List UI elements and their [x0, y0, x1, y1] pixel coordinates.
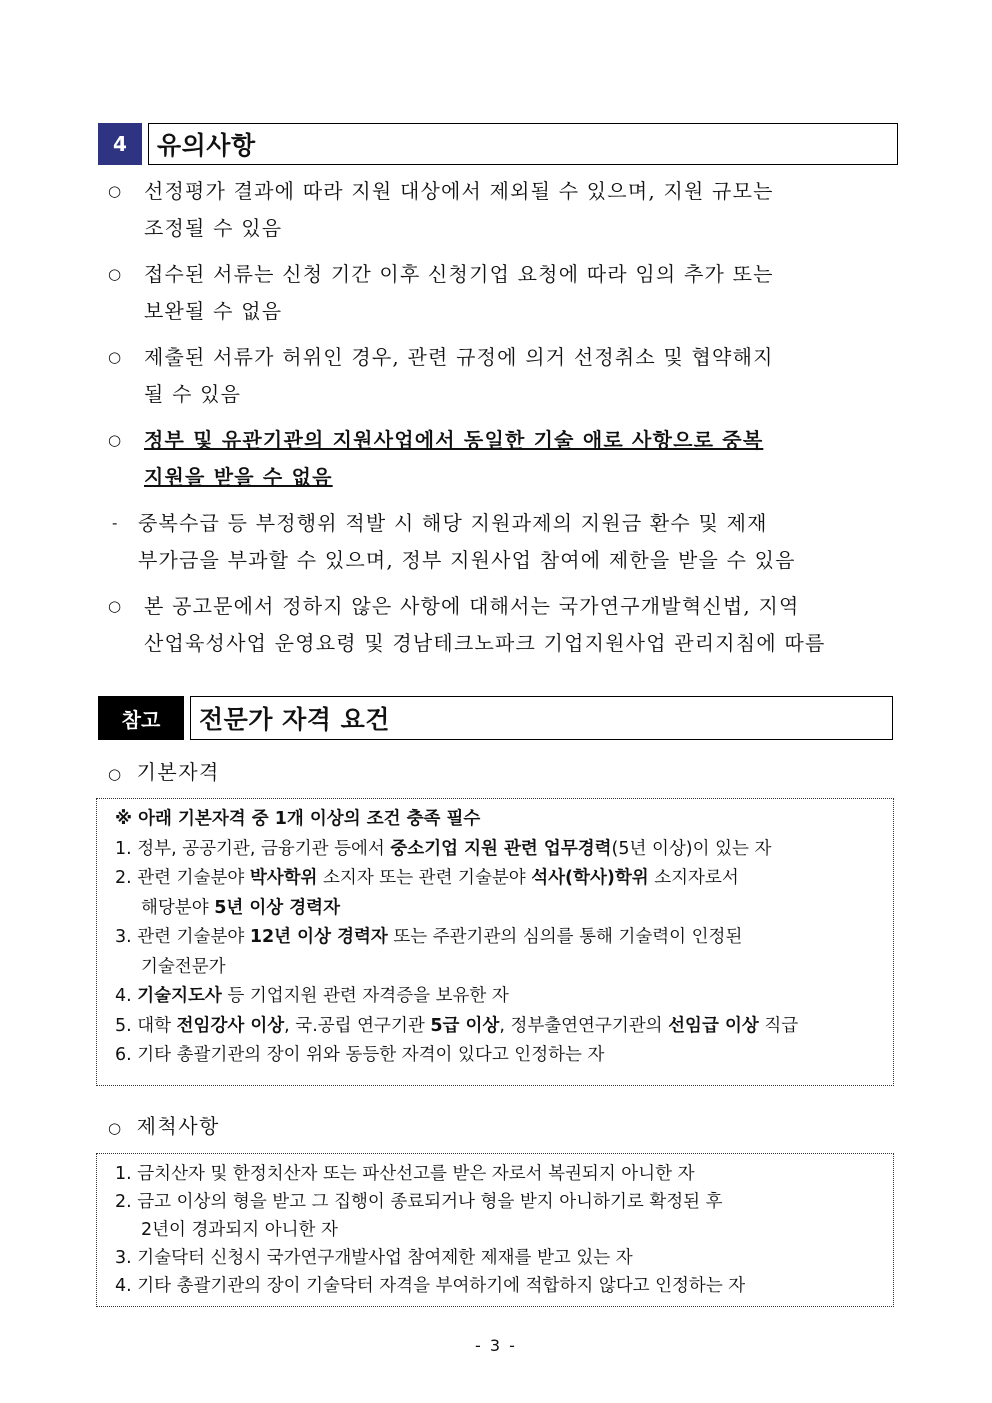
text-line: 접수된 서류는 신청 기간 이후 신청기업 요청에 따라 임의 추가 또는 — [144, 262, 774, 286]
qualification-item-6: 6. 기타 총괄기관의 장이 위와 동등한 자격이 있다고 인정하는 자 — [115, 1045, 605, 1065]
exclusion-item-4: 4. 기타 총괄기관의 장이 기술닥터 자격을 부여하기에 적합하지 않다고 인정하는 자 — [115, 1276, 746, 1296]
qualification-item-5 — [115, 1012, 883, 1042]
bullet: ○ — [108, 182, 123, 200]
text: 2. 관련 기술분야 — [115, 868, 250, 888]
exclusion-item-2: 2. 금고 이상의 형을 받고 그 집행이 종료되거나 형을 받지 아니하기로 확정된 후 — [115, 1192, 723, 1212]
exclusion-heading — [108, 1110, 220, 1139]
text-line: 지원을 받을 수 없음 — [144, 465, 333, 489]
section-4-header — [98, 123, 898, 165]
text-line: 산업육성사업 운영요령 및 경남테크노파크 기업지원사업 관리지침에 따름 — [144, 631, 826, 655]
reference-header — [98, 696, 893, 740]
emphasis: 박사학위 — [249, 868, 318, 888]
qualification-item-3-cont: 기술전문가 — [141, 956, 226, 977]
emphasis: 중소기업 지원 관련 업무경력 — [390, 838, 612, 859]
qualification-item-2 — [115, 864, 883, 894]
bullet: ○ — [108, 431, 123, 449]
text-line: 본 공고문에서 정하지 않은 사항에 대해서는 국가연구개발혁신법, 지역 — [144, 594, 800, 618]
text: (5년 이상)이 있는 자 — [611, 838, 772, 859]
qualification-item-4 — [115, 982, 883, 1012]
section-title: 유의사항 — [148, 123, 898, 165]
notice-item-4 — [108, 422, 898, 496]
qualification-item-1 — [115, 835, 883, 865]
exclusion-box — [96, 1153, 894, 1307]
basic-heading — [108, 756, 220, 785]
text: 5. 대학 — [115, 1015, 177, 1036]
text: 등 기업지원 관련 자격증을 보유한 자 — [221, 986, 509, 1006]
bullet: ○ — [108, 348, 123, 366]
text: 소지자 또는 관련 기술분야 — [317, 868, 532, 888]
basic-heading-text: 기본자격 — [136, 760, 220, 784]
note-text: ※ 아래 기본자격 중 1개 이상의 조건 충족 필수 — [115, 809, 481, 829]
emphasis: 기술지도사 — [137, 986, 222, 1006]
exclusion-item-1: 1. 금치산자 및 한정치산자 또는 파산선고를 받은 자로서 복권되지 아니한 자 — [115, 1164, 695, 1184]
bullet: ○ — [108, 597, 123, 615]
exclusion-item-2-cont: 2년이 경과되지 아니한 자 — [141, 1220, 338, 1240]
reference-label: 참고 — [98, 696, 184, 740]
text-line: 조정될 수 있음 — [144, 216, 283, 240]
text: , 정부출연연구기관의 — [499, 1015, 669, 1036]
dash: - — [112, 514, 119, 532]
text: 3. 관련 기술분야 — [115, 927, 250, 947]
emphasis: 전임강사 이상 — [176, 1015, 285, 1036]
notice-subitem — [112, 505, 902, 579]
text-line: 정부 및 유관기관의 지원사업에서 동일한 기술 애로 사항으로 중복 — [144, 428, 764, 452]
text: 직급 — [758, 1015, 799, 1036]
notice-item-5 — [108, 588, 898, 662]
bullet: ○ — [108, 265, 123, 283]
emphasis: 5급 이상 — [430, 1015, 500, 1036]
notice-item-3 — [108, 339, 898, 413]
notice-item-1 — [108, 173, 898, 247]
notice-item-2 — [108, 256, 898, 330]
qualification-item-2-cont — [115, 894, 883, 924]
emphasis: 12년 이상 경력자 — [249, 927, 388, 947]
requirement-note — [115, 805, 883, 835]
text-line: 보완될 수 없음 — [144, 299, 283, 323]
text-line: 부가금을 부과할 수 있으며, 정부 지원사업 참여에 제한을 받을 수 있음 — [138, 548, 796, 572]
emphasis: 선임급 이상 — [668, 1015, 759, 1036]
text-line: 제출된 서류가 허위인 경우, 관련 규정에 의거 선정취소 및 협약해지 — [144, 345, 774, 369]
page-number: - 3 - — [475, 1336, 517, 1355]
basic-qualifications-box — [96, 798, 894, 1086]
text-line: 중복수급 등 부정행위 적발 시 해당 지원과제의 지원금 환수 및 제재 — [138, 511, 768, 535]
section-number: 4 — [98, 123, 142, 165]
reference-title: 전문가 자격 요건 — [190, 696, 893, 740]
emphasis: 5년 이상 경력자 — [214, 897, 340, 918]
text-line: 될 수 있음 — [144, 382, 242, 406]
text-line: 선정평가 결과에 따라 지원 대상에서 제외될 수 있으며, 지원 규모는 — [144, 179, 774, 203]
qualification-item-3 — [115, 923, 883, 953]
text: 소지자로서 — [648, 868, 739, 888]
exclusion-heading-text: 제척사항 — [136, 1114, 220, 1138]
bullet: ○ — [108, 1119, 123, 1137]
text: 4. — [115, 986, 138, 1006]
text: 또는 주관기관의 심의를 통해 기술력이 인정된 — [387, 927, 743, 947]
exclusion-item-3: 3. 기술닥터 신청시 국가연구개발사업 참여제한 제재를 받고 있는 자 — [115, 1248, 633, 1268]
emphasis: 석사(학사)학위 — [531, 868, 649, 888]
bullet: ○ — [108, 765, 123, 783]
text: 1. 정부, 공공기관, 금융기관 등에서 — [115, 838, 391, 859]
text: , 국.공립 연구기관 — [284, 1015, 431, 1036]
text: 해당분야 — [141, 897, 215, 918]
